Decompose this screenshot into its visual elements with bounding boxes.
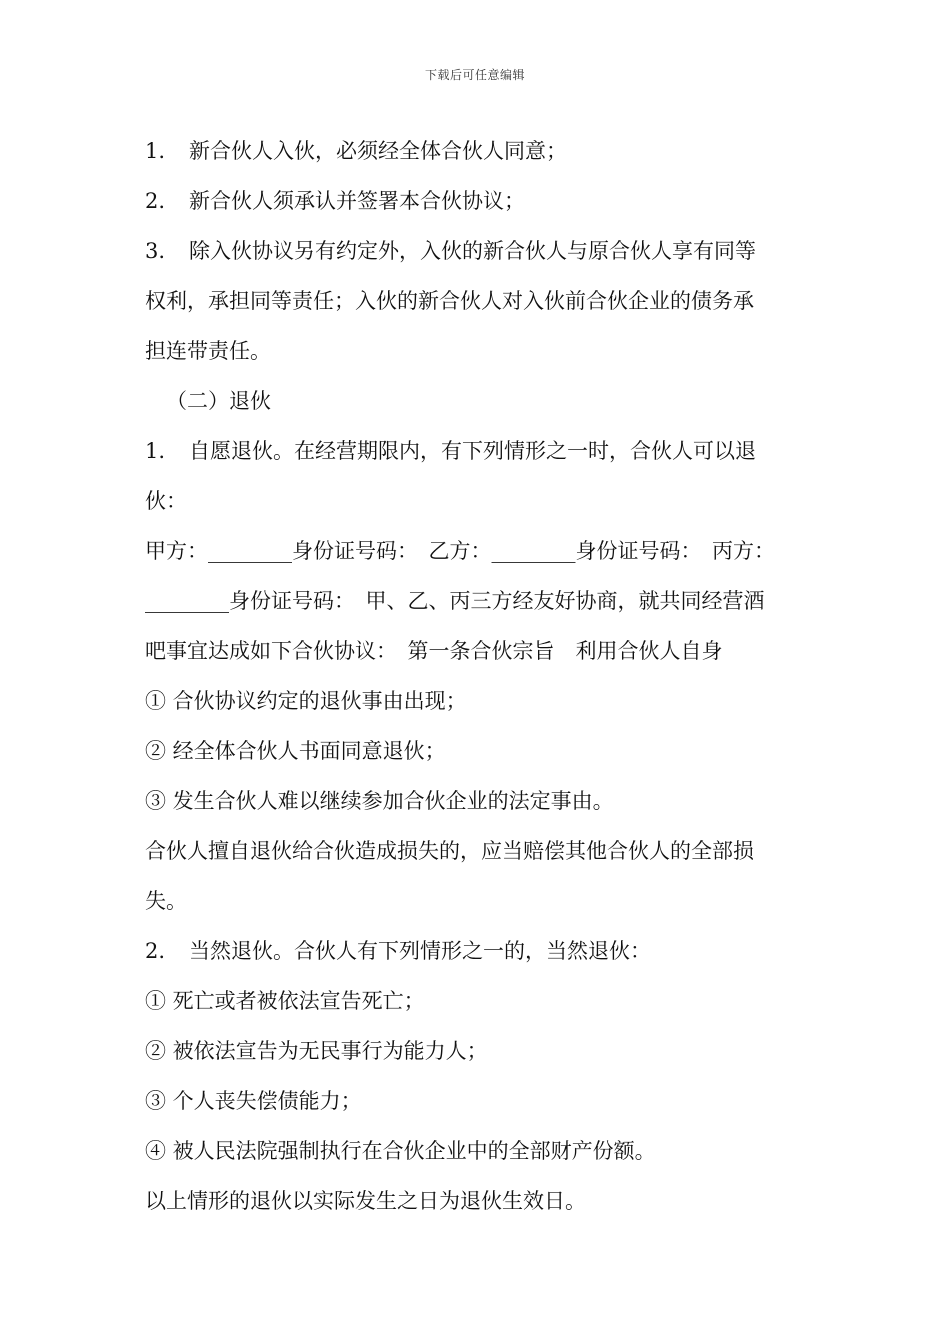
clause-line	[145, 926, 807, 976]
page-header: 下载后可任意编辑	[424, 68, 525, 82]
clause-line	[145, 126, 807, 176]
clause-text: 自愿退伙。在经营期限内，有下列情形之一时，合伙人可以退	[189, 439, 756, 463]
list-item: ② 被依法宣告为无民事行为能力人；	[145, 1039, 488, 1063]
list-item: ① 合伙协议约定的退伙事由出现；	[145, 689, 467, 713]
clause-line	[145, 176, 807, 226]
document-body	[145, 126, 807, 1226]
list-item: ④ 被人民法院强制执行在合伙企业中的全部财产份额。	[145, 1139, 656, 1163]
list-item: ① 死亡或者被依法宣告死亡；	[145, 989, 425, 1013]
list-item: ③ 发生合伙人难以继续参加合伙企业的法定事由。	[145, 789, 614, 813]
clause-line	[145, 226, 807, 276]
paragraph-line: 权利，承担同等责任；入伙的新合伙人对入伙前合伙企业的债务承	[145, 289, 754, 313]
list-item: ③ 个人丧失偿债能力；	[145, 1089, 362, 1113]
clause-text: 当然退伙。合伙人有下列情形之一的，当然退伙：	[189, 939, 651, 963]
paragraph-line: 伙：	[145, 489, 187, 513]
paragraph-line: 以上情形的退伙以实际发生之日为退伙生效日。	[145, 1189, 586, 1213]
section-heading: （二）退伙	[166, 389, 271, 413]
clause-number: 1.	[145, 139, 166, 163]
clause-text: 新合伙人入伙，必须经全体合伙人同意；	[189, 139, 567, 163]
list-item: ② 经全体合伙人书面同意退伙；	[145, 739, 446, 763]
paragraph-line: ________身份证号码： 甲、乙、丙三方经友好协商，就共同经营酒	[145, 589, 765, 613]
clause-number: 2.	[145, 939, 166, 963]
clause-text: 新合伙人须承认并签署本合伙协议；	[189, 189, 525, 213]
paragraph-line: 失。	[145, 889, 187, 913]
clause-line	[145, 426, 807, 476]
clause-number: 2.	[145, 189, 166, 213]
paragraph-line: 担连带责任。	[145, 339, 271, 363]
paragraph-line: 吧事宜达成如下合伙协议： 第一条合伙宗旨 利用合伙人自身	[145, 639, 723, 663]
paragraph-line: 合伙人擅自退伙给合伙造成损失的，应当赔偿其他合伙人的全部损	[145, 839, 754, 863]
clause-text: 除入伙协议另有约定外，入伙的新合伙人与原合伙人享有同等	[189, 239, 756, 263]
paragraph-line: 甲方：________身份证号码： 乙方：________身份证号码： 丙方：	[145, 539, 775, 563]
clause-number: 1.	[145, 439, 166, 463]
clause-number: 3.	[145, 239, 166, 263]
